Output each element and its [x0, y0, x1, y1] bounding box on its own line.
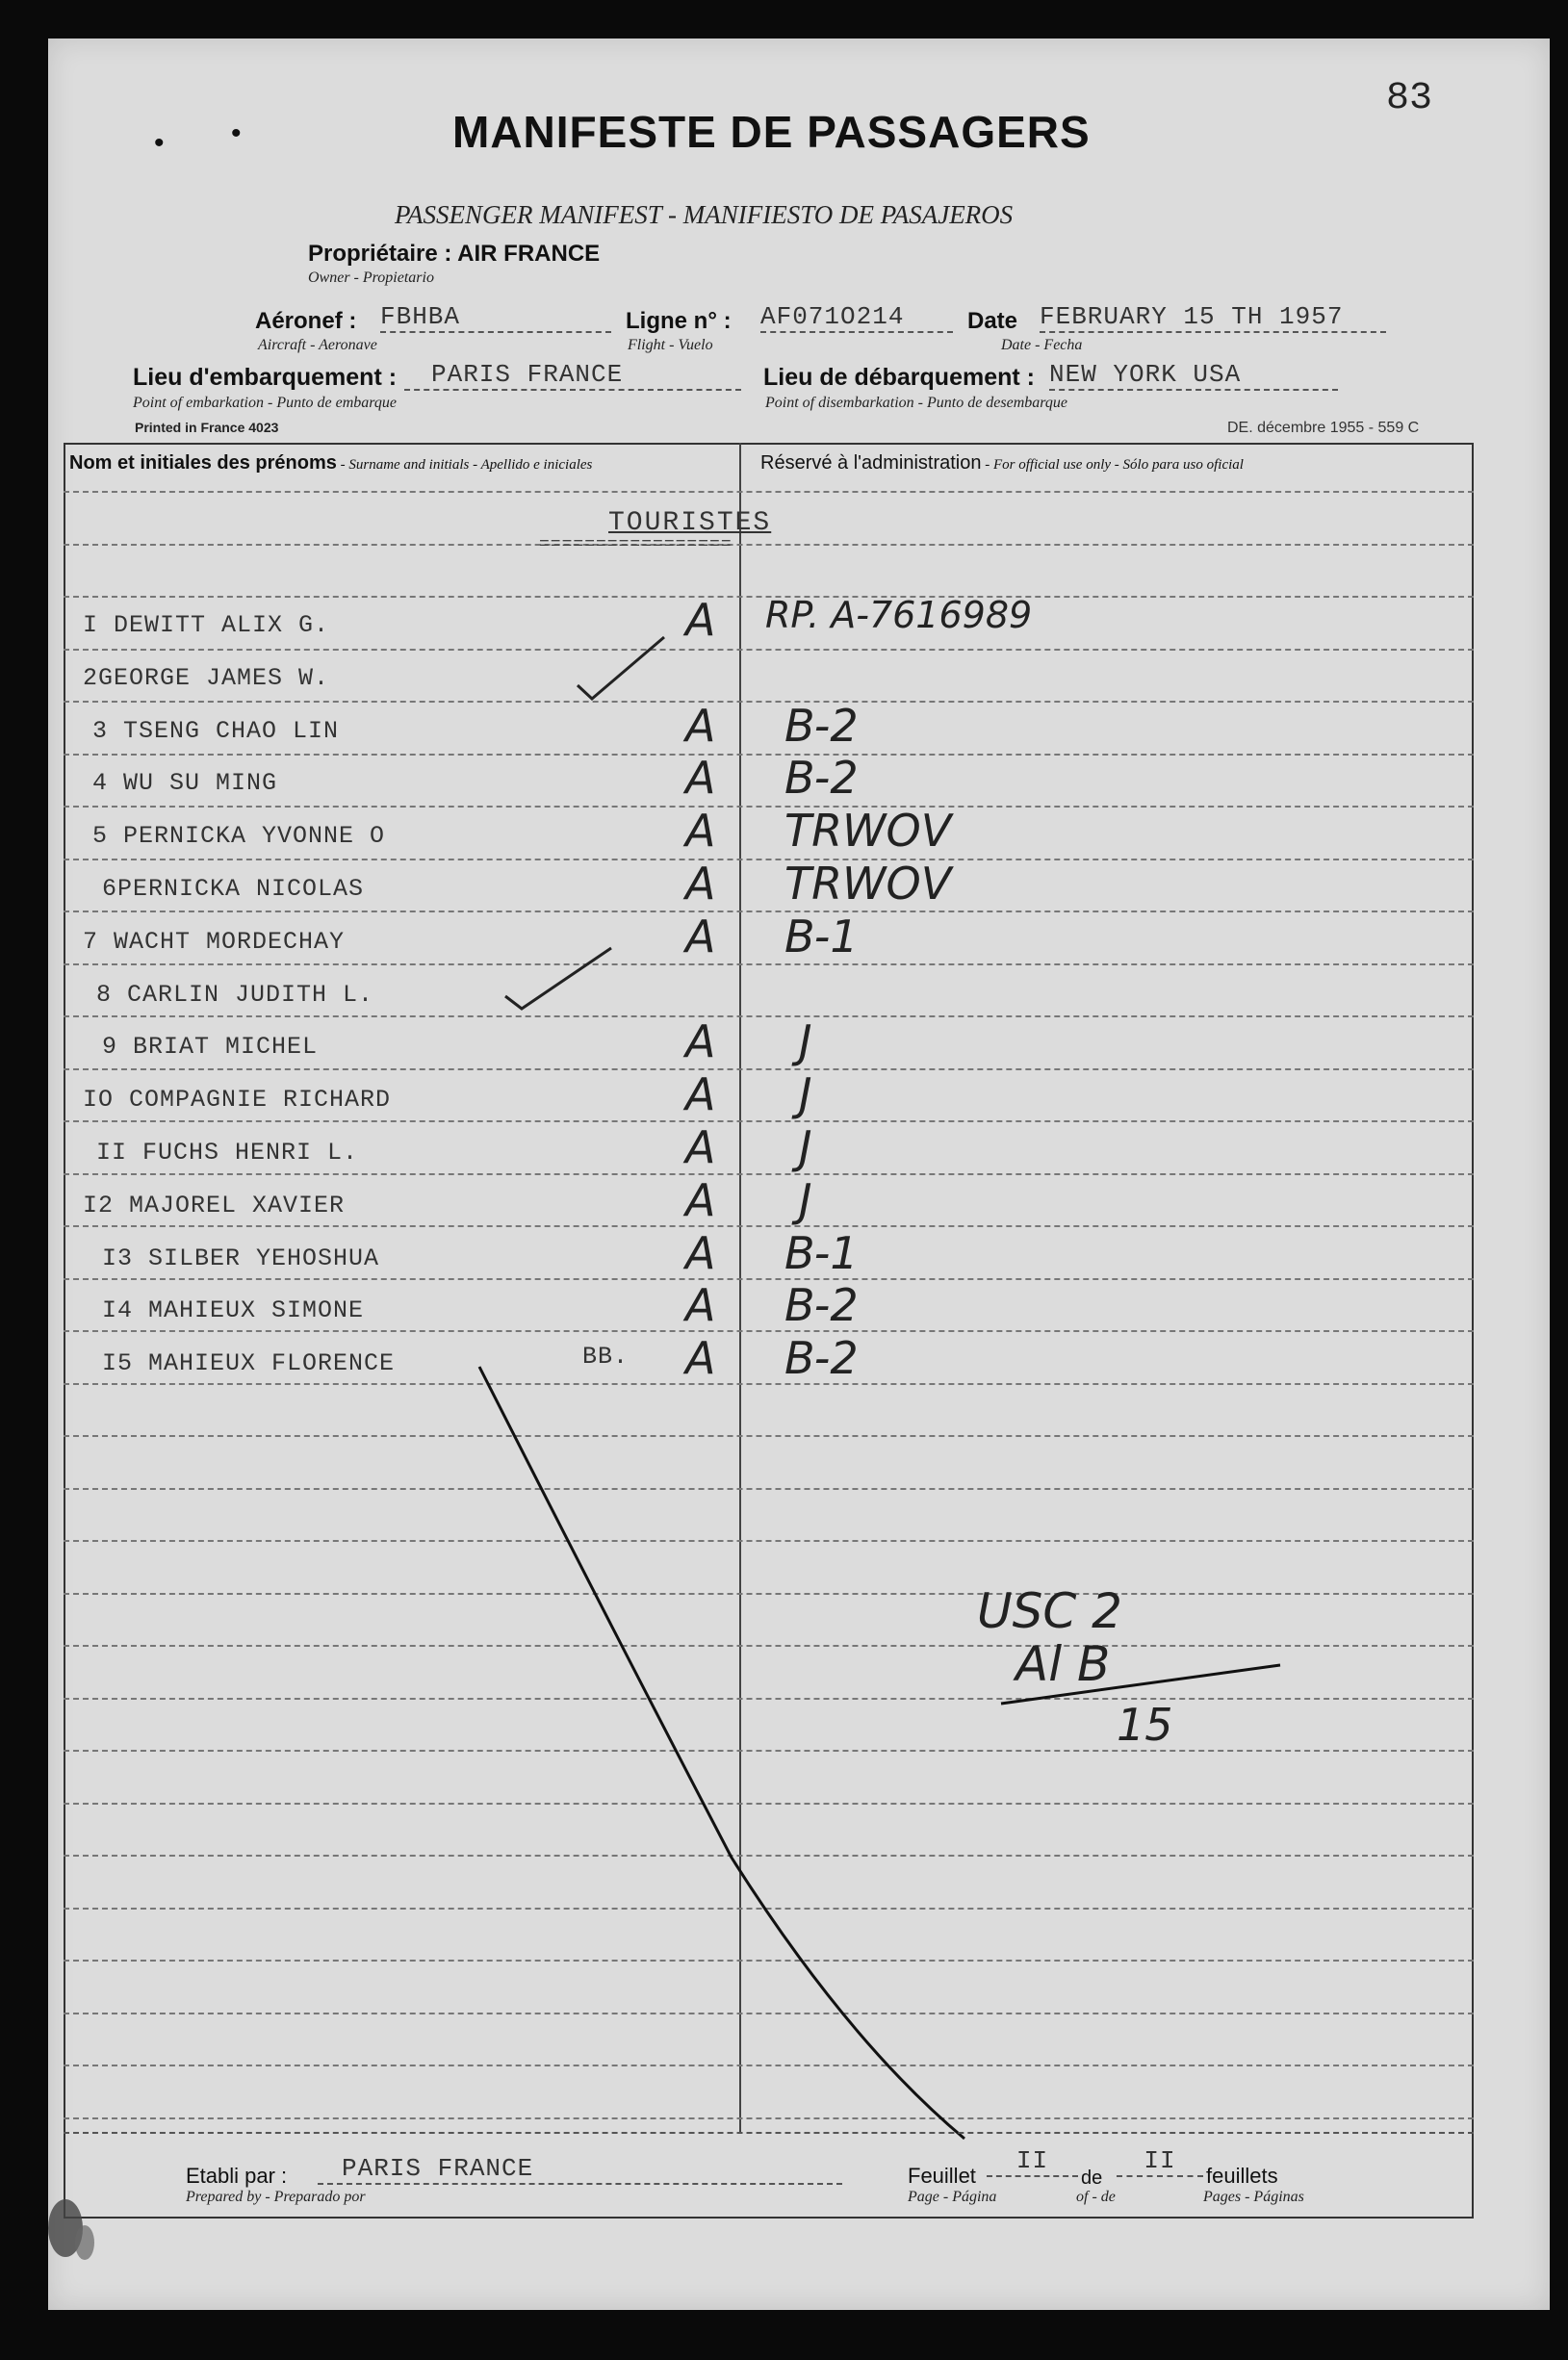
passenger-remark: B-1	[784, 910, 859, 962]
passenger-name: I3 SILBER YEHOSHUA	[102, 1244, 380, 1272]
footer-divider	[64, 2132, 1474, 2134]
pages-sublabel: Pages - Páginas	[1203, 2189, 1304, 2205]
date-sublabel: Date - Fecha	[1001, 337, 1083, 353]
passenger-class: A	[685, 1121, 716, 1173]
passenger-name: 9 BRIAT MICHEL	[102, 1033, 319, 1062]
passenger-class: A	[685, 1279, 716, 1332]
checkmark-icon	[505, 948, 611, 1009]
prepared-by-value: PARIS FRANCE	[318, 2154, 842, 2185]
passenger-15-extra: BB.	[582, 1343, 630, 1371]
passenger-remark: J	[799, 1121, 812, 1173]
checkmark-icon	[578, 637, 664, 699]
sheet-label: Feuillet	[908, 2164, 976, 2188]
passenger-name: 8 CARLIN JUDITH L.	[96, 980, 374, 1009]
manifest-subtitle: PASSENGER MANIFEST - MANIFIESTO DE PASAJEROS	[395, 200, 1014, 229]
section-title: TOURISTES	[608, 508, 772, 538]
disembarkation-sublabel: Point of disembarkation - Punto de desembarque	[765, 395, 1068, 411]
prepared-by-sublabel: Prepared by - Preparado por	[186, 2189, 366, 2205]
passenger-remark: RP. A-7616989	[765, 594, 1033, 636]
passenger-name: IO COMPAGNIE RICHARD	[83, 1086, 392, 1115]
tally-line2: Al B	[1015, 1636, 1111, 1692]
passenger-class: A	[685, 1015, 716, 1068]
passenger-name: I DEWITT ALIX G.	[83, 611, 330, 639]
passenger-remark: B-2	[784, 699, 859, 752]
passenger-name: 7 WACHT MORDECHAY	[83, 927, 346, 956]
passenger-remark: B-1	[784, 1226, 859, 1279]
column-header-names-sublabel: - Surname and initials - Apellido e iniciales	[336, 457, 593, 473]
page-number: 83	[1386, 77, 1433, 120]
passenger-name: 5 PERNICKA YVONNE O	[92, 822, 386, 851]
sheet-total: II	[1117, 2146, 1203, 2177]
aircraft-value: FBHBA	[380, 302, 611, 333]
tally-line1: USC 2	[977, 1583, 1122, 1639]
prepared-by-label: Etabli par :	[186, 2164, 288, 2188]
section-underline: =================	[539, 535, 733, 554]
date-label: Date	[967, 308, 1018, 334]
passenger-remark: B-2	[784, 752, 859, 805]
sheet-value: II	[987, 2146, 1078, 2177]
aircraft-label: Aéronef :	[255, 308, 357, 334]
sheet-of-label: de	[1081, 2168, 1103, 2189]
passenger-remark: B-2	[784, 1332, 859, 1385]
passenger-class: A	[685, 858, 716, 910]
tally-line3: 15	[1117, 1699, 1173, 1751]
passenger-name: I5 MAHIEUX FLORENCE	[102, 1349, 396, 1378]
passenger-remark: J	[799, 1015, 812, 1068]
sheet-of-sublabel: of - de	[1076, 2189, 1116, 2205]
embarkation-label: Lieu d'embarquement :	[133, 364, 398, 391]
passenger-class: A	[685, 1332, 716, 1385]
column-header-admin-label: Réservé à l'administration	[760, 452, 982, 474]
passenger-remark: J	[799, 1068, 812, 1121]
passenger-class: A	[685, 699, 716, 752]
manifest-title: MANIFESTE DE PASSAGERS	[452, 107, 1091, 157]
embarkation-value: PARIS FRANCE	[404, 360, 741, 391]
passenger-name: 2GEORGE JAMES W.	[83, 663, 330, 692]
disembarkation-value: NEW YORK USA	[1049, 360, 1338, 391]
stray-mark-icon: •	[154, 127, 165, 159]
passenger-remark: TRWOV	[784, 805, 952, 858]
passenger-name: I4 MAHIEUX SIMONE	[102, 1296, 365, 1325]
passenger-class: A	[685, 805, 716, 858]
passenger-remark: B-2	[784, 1279, 859, 1332]
passenger-name: 6PERNICKA NICOLAS	[102, 875, 365, 903]
embarkation-sublabel: Point of embarkation - Punto de embarque	[133, 395, 398, 411]
corner-stamp-icon	[37, 2185, 114, 2271]
stray-mark-icon: •	[231, 117, 242, 149]
column-header-names-label: Nom et initiales des prénoms	[69, 452, 337, 474]
passenger-class: A	[685, 910, 716, 962]
owner-label: Propriétaire : AIR FRANCE	[308, 241, 601, 267]
sheet-sublabel: Page - Página	[908, 2189, 997, 2205]
printer-note: Printed in France 4023	[135, 420, 279, 435]
strike-line	[479, 1367, 964, 2139]
pages-label: feuillets	[1206, 2164, 1278, 2188]
passenger-class: A	[685, 1226, 716, 1279]
passenger-name: II FUCHS HENRI L.	[96, 1139, 359, 1167]
flight-label: Ligne n° :	[626, 308, 732, 334]
disembarkation-label: Lieu de débarquement :	[763, 364, 1035, 391]
passenger-class: A	[685, 1173, 716, 1226]
aircraft-sublabel: Aircraft - Aeronave	[258, 337, 377, 353]
date-value: FEBRUARY 15 TH 1957	[1040, 302, 1386, 333]
column-header-admin-sublabel: - For official use only - Sólo para uso oficial	[981, 457, 1244, 473]
passenger-class: A	[685, 752, 716, 805]
form-code: DE. décembre 1955 - 559 C	[1227, 420, 1420, 436]
owner-sublabel: Owner - Propietario	[308, 269, 434, 286]
flight-value: AF071O214	[760, 302, 953, 333]
passenger-remark: TRWOV	[784, 858, 952, 910]
passenger-class: A	[685, 594, 716, 646]
passenger-remark: J	[799, 1173, 812, 1226]
passenger-class: A	[685, 1068, 716, 1121]
passenger-name: 3 TSENG CHAO LIN	[92, 716, 340, 745]
passenger-name: I2 MAJOREL XAVIER	[83, 1191, 346, 1219]
flight-sublabel: Flight - Vuelo	[628, 337, 713, 353]
passenger-name: 4 WU SU MING	[92, 769, 278, 798]
